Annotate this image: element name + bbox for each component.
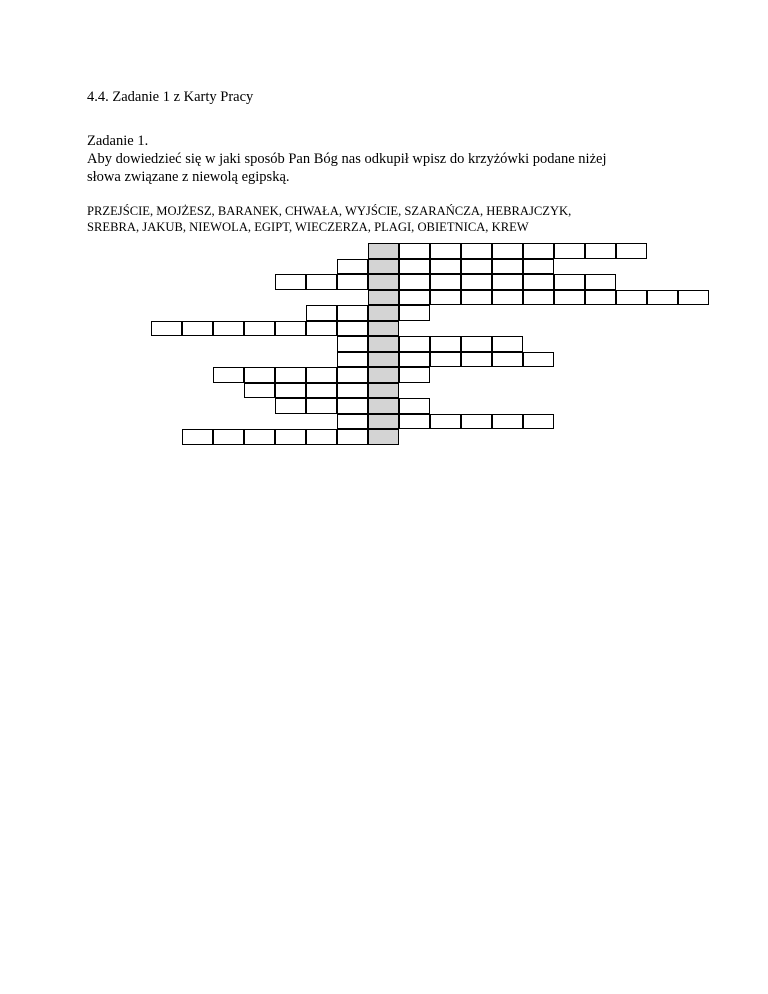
task-instruction-line-1: Aby dowiedzieć się w jaki sposób Pan Bóg nas odkupił wpisz do krzyżówki podane niżej [87,151,607,167]
crossword-cell[interactable] [306,429,337,445]
crossword-cell[interactable] [244,321,275,337]
crossword-cell[interactable] [275,274,306,290]
crossword-cell[interactable] [182,321,213,337]
crossword-cell[interactable] [213,367,244,383]
crossword-key-cell[interactable] [368,243,399,259]
crossword-cell[interactable] [306,383,337,399]
crossword-cell[interactable] [337,367,368,383]
crossword-cell[interactable] [430,352,461,368]
crossword-cell[interactable] [523,243,554,259]
crossword-cell[interactable] [492,414,523,430]
crossword-cell[interactable] [213,429,244,445]
crossword-cell[interactable] [554,290,585,306]
crossword-cell[interactable] [492,336,523,352]
crossword-cell[interactable] [275,367,306,383]
crossword-cell[interactable] [337,305,368,321]
crossword-cell[interactable] [461,414,492,430]
crossword-cell[interactable] [399,243,430,259]
crossword-cell[interactable] [275,383,306,399]
crossword-key-cell[interactable] [368,352,399,368]
section-heading: 4.4. Zadanie 1 z Karty Pracy [87,89,254,105]
crossword-cell[interactable] [647,290,678,306]
task-instruction-line-2: słowa związane z niewolą egipską. [87,169,290,185]
crossword-key-cell[interactable] [368,383,399,399]
crossword-cell[interactable] [399,274,430,290]
crossword-cell[interactable] [399,305,430,321]
crossword-cell[interactable] [678,290,709,306]
crossword-cell[interactable] [399,367,430,383]
crossword-cell[interactable] [399,290,430,306]
crossword-cell[interactable] [492,274,523,290]
crossword-key-cell[interactable] [368,274,399,290]
crossword-cell[interactable] [554,274,585,290]
crossword-cell[interactable] [430,336,461,352]
crossword-cell[interactable] [399,414,430,430]
word-list-line-1: PRZEJŚCIE, MOJŻESZ, BARANEK, CHWAŁA, WYJŚCIE, SZARAŃCZA, HEBRAJCZYK, [87,204,572,218]
crossword-cell[interactable] [337,429,368,445]
crossword-cell[interactable] [523,352,554,368]
crossword-cell[interactable] [492,243,523,259]
crossword-cell[interactable] [213,321,244,337]
crossword-cell[interactable] [461,290,492,306]
crossword-cell[interactable] [337,352,368,368]
crossword-cell[interactable] [306,274,337,290]
crossword-key-cell[interactable] [368,290,399,306]
word-list-line-2: SREBRA, JAKUB, NIEWOLA, EGIPT, WIECZERZA, PLAGI, OBIETNICA, KREW [87,220,529,234]
crossword-cell[interactable] [492,352,523,368]
crossword-cell[interactable] [337,398,368,414]
crossword-cell[interactable] [306,367,337,383]
crossword-cell[interactable] [523,414,554,430]
crossword-cell[interactable] [461,352,492,368]
crossword-cell[interactable] [492,259,523,275]
crossword-cell[interactable] [399,352,430,368]
crossword-key-cell[interactable] [368,336,399,352]
crossword-cell[interactable] [430,259,461,275]
crossword-cell[interactable] [461,243,492,259]
crossword-cell[interactable] [616,243,647,259]
crossword-cell[interactable] [306,398,337,414]
crossword-cell[interactable] [244,383,275,399]
task-block [87,132,687,186]
crossword-key-cell[interactable] [368,367,399,383]
crossword-cell[interactable] [430,290,461,306]
crossword-cell[interactable] [461,336,492,352]
crossword-cell[interactable] [244,367,275,383]
crossword-cell[interactable] [585,290,616,306]
task-title: Zadanie 1. [87,133,149,149]
crossword-cell[interactable] [151,321,182,337]
crossword-cell[interactable] [616,290,647,306]
crossword-cell[interactable] [275,321,306,337]
crossword-cell[interactable] [337,274,368,290]
crossword-cell[interactable] [306,321,337,337]
crossword-cell[interactable] [337,259,368,275]
crossword-cell[interactable] [244,429,275,445]
crossword-key-cell[interactable] [368,321,399,337]
crossword-cell[interactable] [523,259,554,275]
crossword-key-cell[interactable] [368,429,399,445]
crossword-cell[interactable] [554,243,585,259]
crossword-cell[interactable] [523,290,554,306]
crossword-cell[interactable] [275,429,306,445]
crossword-key-cell[interactable] [368,259,399,275]
crossword-key-cell[interactable] [368,398,399,414]
crossword-cell[interactable] [337,321,368,337]
crossword-cell[interactable] [430,243,461,259]
crossword-cell[interactable] [337,414,368,430]
crossword-cell[interactable] [275,398,306,414]
crossword-cell[interactable] [182,429,213,445]
word-list [87,203,707,235]
crossword-cell[interactable] [306,305,337,321]
crossword-cell[interactable] [430,274,461,290]
crossword-key-cell[interactable] [368,305,399,321]
crossword-cell[interactable] [461,259,492,275]
crossword-cell[interactable] [492,290,523,306]
crossword-cell[interactable] [585,243,616,259]
crossword-key-cell[interactable] [368,414,399,430]
crossword-cell[interactable] [523,274,554,290]
crossword-cell[interactable] [430,414,461,430]
crossword-cell[interactable] [399,398,430,414]
crossword-cell[interactable] [585,274,616,290]
crossword-cell[interactable] [399,336,430,352]
crossword-cell[interactable] [337,336,368,352]
crossword-cell[interactable] [399,259,430,275]
crossword-cell[interactable] [461,274,492,290]
crossword-cell[interactable] [337,383,368,399]
